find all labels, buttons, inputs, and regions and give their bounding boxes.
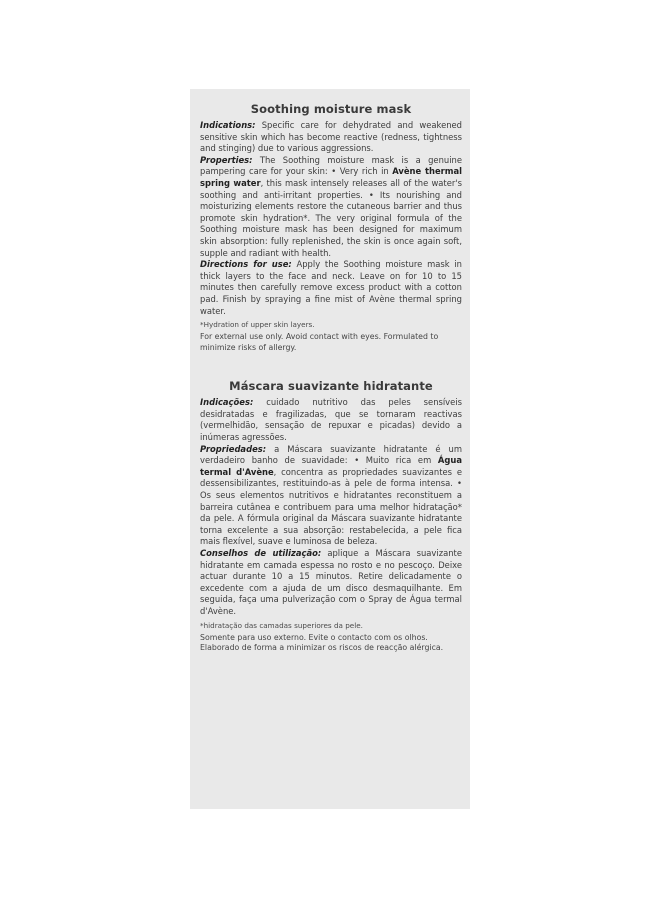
english-properties-highlight: Avène thermal spring water: [200, 166, 463, 188]
english-indications-text: Specific care for dehydrated and weakened sensitive skin which has become reactive (redness, tightness and stinging) due to various aggressions.: [200, 120, 462, 154]
portuguese-footnote: *hidratação das camadas superiores da pele.: [200, 620, 363, 630]
english-indications: [200, 120, 462, 155]
portuguese-warning: Somente para uso externo. Evite o contacto com os olhos. Elaborado de forma a minimizar os riscos de reacção alérgica.: [200, 632, 444, 653]
english-properties-label: Properties:: [200, 154, 253, 165]
portuguese-directions: [200, 548, 462, 618]
portuguese-indications: [200, 397, 462, 443]
english-properties-text-2: , this mask intensely releases all of the water's soothing and anti-irritant properties. • Its nourishing and moisturizing elements restore the cutaneous barrier and thus promote skin hydration*. The very original formula of the Soothing moisture mask has been designed for maximum skin absorption: fully replenished, the skin is once again soft, supple and radiant with health.: [200, 177, 462, 258]
portuguese-title: Máscara suavizante hidratante: [229, 379, 433, 394]
portuguese-indications-text: cuidado nutritivo das peles sensíveis desidratadas e fragilizadas, que se tornaram reactivas (vermelhidão, sensação de repuxar e picadas) devido a inúmeras agressões.: [200, 397, 462, 443]
portuguese-properties-label: Propriedades:: [200, 443, 267, 454]
product-label-panel: [190, 89, 470, 809]
english-indications-label: Indications:: [200, 120, 256, 130]
portuguese-properties-highlight: Água termal d'Avène: [200, 455, 462, 477]
portuguese-properties: [200, 444, 462, 548]
english-directions-label: Directions for use:: [200, 259, 292, 270]
english-properties: [200, 155, 462, 259]
portuguese-properties-text-2: , concentra as propriedades suavizantes e dessensibilizantes, restituindo-as à pele de forma intensa. • Os seus elementos nutritivos e hidratantes reconstituem a barreira cutânea e contribuem para uma melhor hidratação* da pele. A fórmula original da Máscara suavizante hidratante torna excelente a sua absorção: restabelecida, a pele fica mais flexível, suave e luminosa de beleza.: [200, 466, 462, 547]
portuguese-directions-text: aplique a Máscara suavizante hidratante em camada espessa no rosto e no pescoço. Deixe actuar durante 10 a 15 minutos. Retire delicadamente o excedente com a ajuda de um disco desmaquilhante. Em seguida, faça uma pulverização com o Spray de Água termal d'Avène.: [200, 548, 462, 616]
english-directions-text: Apply the Soothing moisture mask in thick layers to the face and neck. Leave on for 10 to 15 minutes then carefully remove excess product with a cotton pad. Finish by spraying a fine mist of Avène thermal spring water.: [200, 259, 462, 316]
english-warning: For external use only. Avoid contact with eyes. Formulated to minimize risks of allergy.: [200, 332, 439, 352]
english-directions: [200, 259, 462, 317]
portuguese-directions-label: Conselhos de utilização:: [200, 548, 322, 558]
english-title: Soothing moisture mask: [250, 102, 412, 116]
english-footnote: *Hydration of upper skin layers.: [200, 320, 315, 330]
portuguese-indications-label: Indicações:: [200, 397, 254, 408]
english-properties-text-1: The Soothing moisture mask is a genuine pampering care for your skin: • Very rich in: [200, 154, 462, 177]
portuguese-properties-text-1: a Máscara suavizante hidratante é um verdadeiro banho de suavidade: • Muito rica em: [200, 443, 462, 466]
